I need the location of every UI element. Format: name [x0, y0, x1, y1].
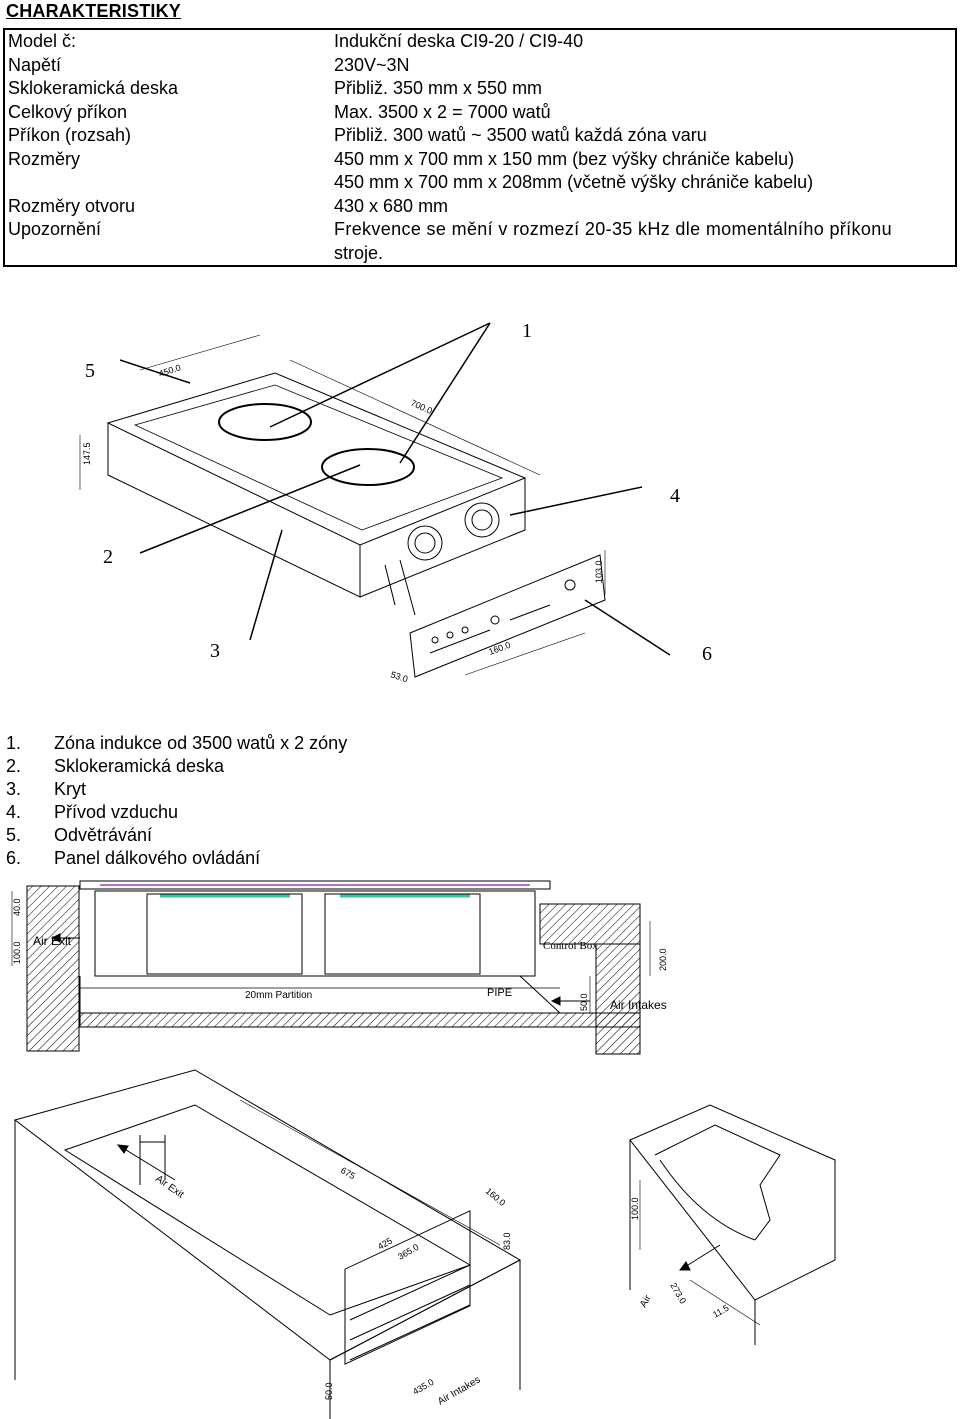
- dim-200: 200.0: [658, 948, 668, 971]
- dim-height: 147.5: [82, 442, 92, 465]
- spec-table: [3, 28, 957, 267]
- dim-160: 160.0: [483, 1185, 508, 1209]
- housing-front: [108, 423, 360, 597]
- label-control-box: Control Box: [543, 940, 598, 952]
- legend-item: 4. Přívod vzduchu: [6, 802, 179, 822]
- dim-11-5: 11.5: [711, 1302, 731, 1320]
- spec-value-line: 450 mm x 700 mm x 208mm (včetně výšky chrániče kabelu): [334, 172, 814, 192]
- hob-housing: [95, 891, 535, 976]
- dim-365: 365.0: [396, 1241, 421, 1262]
- legend-item: 6. Panel dálkového ovládání: [6, 848, 261, 868]
- spec-label: Příkon (rozsah): [8, 125, 132, 145]
- spec-label: Sklokeramická deska: [8, 78, 179, 98]
- cutout-isometric-diagram: [0, 1060, 610, 1419]
- cooking-zone-1: [219, 404, 311, 440]
- spec-row-cutout: [4, 195, 956, 219]
- spec-value: Max. 3500 x 2 = 7000 watů: [334, 101, 551, 122]
- legend-item: 2. Sklokeramická deska: [6, 756, 225, 776]
- spec-label: Napětí: [8, 54, 62, 75]
- cooking-zone-2: [322, 449, 414, 485]
- spec-value: 430 x 680 mm: [334, 195, 449, 216]
- spec-value: [331, 148, 956, 195]
- spec-value-line: 450 mm x 700 mm x 150 mm (bez výšky chrániče kabelu): [334, 148, 795, 169]
- legend-item: 3. Kryt: [6, 779, 87, 799]
- callout-4: 4: [670, 485, 680, 507]
- label-partition: 20mm Partition: [245, 990, 313, 1001]
- dim-83: 83.0: [502, 1232, 512, 1250]
- counter-right-top: [540, 904, 640, 944]
- dim-40: 40.0: [12, 898, 22, 916]
- cooktop-isometric-diagram: [70, 315, 712, 710]
- spec-row-dimensions: [4, 148, 956, 195]
- glass-plate-inner: [135, 385, 502, 530]
- spec-value: Indukční deska CI9-20 / CI9-40: [334, 31, 584, 51]
- spec-label: Model č:: [8, 31, 77, 51]
- label-pipe: PIPE: [487, 987, 513, 999]
- dim-panel-width: 160.0: [487, 639, 512, 657]
- spec-row-power-range: [4, 124, 956, 148]
- parts-legend: [6, 732, 347, 870]
- dim-435: 435.0: [411, 1376, 436, 1397]
- cutout-opening: [65, 1105, 470, 1315]
- coil-unit-2: [325, 894, 480, 974]
- dim-675: 675: [339, 1165, 358, 1182]
- page-title: CHARAKTERISTIKY: [6, 1, 182, 21]
- housing-side: [360, 478, 525, 597]
- control-panel: [410, 555, 605, 677]
- label-air-intakes: Air Intakes: [610, 998, 667, 1012]
- dim-width: 700.0: [409, 397, 434, 416]
- counter-left-wall: [27, 886, 79, 1051]
- spec-value: 230V~3N: [334, 54, 410, 75]
- callout-3: 3: [210, 640, 220, 662]
- label-air-exit: Air Exit: [153, 1173, 186, 1201]
- dim-50: 50.0: [324, 1382, 334, 1400]
- side-detail-diagram: [620, 1100, 840, 1350]
- dim-panel-depth: 53.0: [389, 669, 410, 685]
- spec-row-voltage: [4, 54, 956, 78]
- legend-item: 5. Odvětrávání: [6, 825, 153, 845]
- spec-label: Rozměry: [8, 148, 81, 169]
- spec-row-model: [4, 29, 956, 54]
- spec-row-notice: [4, 218, 956, 266]
- dim-425: 425: [376, 1235, 395, 1252]
- dim-depth: 450.0: [157, 362, 183, 379]
- glass-plate-outline: [108, 373, 525, 545]
- callout-5: 5: [85, 360, 95, 382]
- installation-cross-section: [0, 876, 700, 1061]
- partition-board: [80, 1013, 640, 1027]
- fan-icon: [465, 503, 499, 537]
- spec-value-line: stroje.: [334, 242, 384, 263]
- label-air: Air: [638, 1293, 654, 1310]
- spec-value-line: Frekvence se mění v rozmezí 20-35 kHz dle momentálního příkonu: [334, 219, 892, 239]
- spec-row-glass: [4, 77, 956, 101]
- spec-label: Celkový příkon: [8, 101, 128, 122]
- legend-item: 1. Zóna indukce od 3500 watů x 2 zóny: [6, 733, 348, 753]
- spec-row-power: [4, 101, 956, 125]
- callout-2: 2: [103, 546, 113, 568]
- dim-panel-height: 103.0: [594, 560, 604, 583]
- label-air-intakes: Air Intakes: [436, 1374, 483, 1408]
- spec-value: Přibliž. 350 mm x 550 mm: [334, 78, 543, 98]
- dim-100: 100.0: [630, 1197, 640, 1220]
- dim-50: 50.0: [579, 993, 589, 1011]
- callout-6: 6: [702, 643, 712, 665]
- spec-label: Rozměry otvoru: [8, 195, 136, 216]
- spec-label: Upozornění: [8, 219, 102, 239]
- coil-unit-1: [147, 894, 302, 974]
- panel-outline: [630, 1105, 835, 1300]
- dim-100: 100.0: [12, 941, 22, 964]
- spec-value: Přibliž. 300 watů ~ 3500 watů každá zóna varu: [334, 125, 707, 145]
- callout-1: 1: [522, 320, 532, 342]
- label-air-exit: Air Exit: [33, 934, 72, 948]
- dim-273: 273.0: [668, 1281, 689, 1306]
- fan-icon: [408, 526, 442, 560]
- spec-value: [331, 218, 956, 266]
